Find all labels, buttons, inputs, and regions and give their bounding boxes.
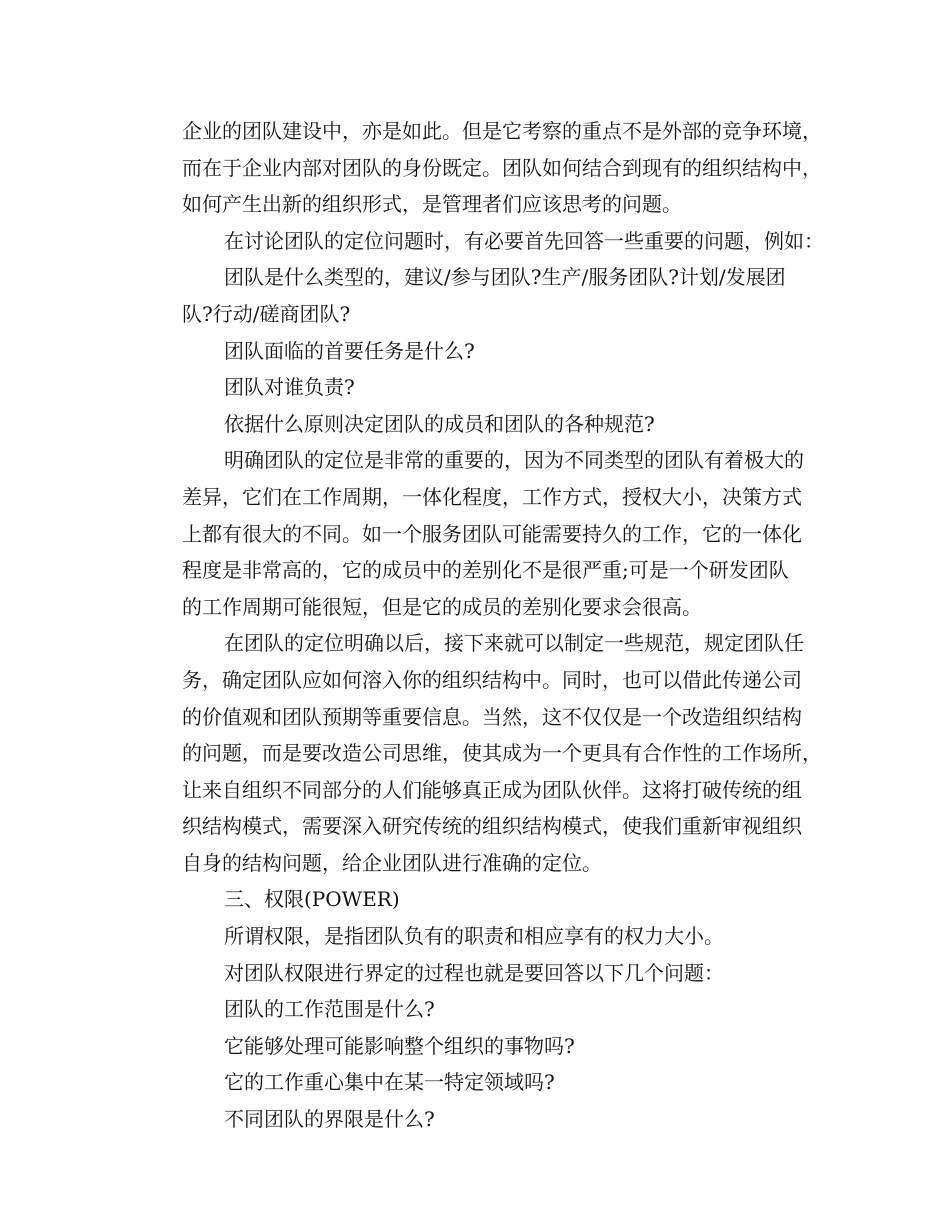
text-line: 队?行动/磋商团队? [182, 301, 351, 326]
paragraph [140, 442, 830, 625]
text-line: 的问题，而是要改造公司思维，使其成为一个更具有合作性的工作场所， [182, 741, 822, 766]
paragraph [140, 625, 830, 881]
document-page [140, 113, 830, 1138]
text-line: 团队的工作范围是什么? [224, 997, 435, 1022]
text-line: 自身的结构问题，给企业团队进行准确的定位。 [182, 850, 602, 875]
paragraph [140, 955, 830, 992]
text-line: 织结构模式，需要深入研究传统的组织结构模式，使我们重新审视组织 [182, 814, 802, 839]
text-line: 差异，它们在工作周期，一体化程度，工作方式，授权大小，决策方式 [182, 484, 802, 509]
paragraph [140, 333, 830, 370]
text-line: 务，确定团队应如何溶入你的组织结构中。同时，也可以借此传递公司 [182, 667, 802, 692]
text-line: 在团队的定位明确以后，接下来就可以制定一些规范，规定团队任 [224, 631, 804, 656]
text-line: 所谓权限，是指团队负有的职责和相应享有的权力大小。 [224, 924, 724, 949]
paragraph [140, 1064, 830, 1101]
text-line: 的价值观和团队预期等重要信息。当然，这不仅仅是一个改造组织结构 [182, 704, 802, 729]
text-line: 三、权限(POWER) [224, 887, 400, 912]
paragraph [140, 113, 830, 223]
paragraph [140, 881, 830, 918]
text-line: 依据什么原则决定团队的成员和团队的各种规范? [224, 411, 655, 436]
text-line: 团队对谁负责? [224, 375, 355, 400]
text-line: 在讨论团队的定位问题时，有必要首先回答一些重要的问题，例如： [224, 228, 824, 253]
text-line: 团队面临的首要任务是什么? [224, 338, 475, 363]
text-line: 的工作周期可能很短，但是它的成员的差别化要求会很高。 [182, 594, 702, 619]
paragraph [140, 406, 830, 443]
text-line: 程度是非常高的，它的成员中的差别化不是很严重;可是一个研发团队 [182, 558, 789, 583]
paragraph [140, 223, 830, 260]
text-line: 上都有很大的不同。如一个服务团队可能需要持久的工作，它的一体化 [182, 521, 802, 546]
text-line: 对团队权限进行界定的过程也就是要回答以下几个问题： [224, 960, 724, 985]
text-line: 如何产生出新的组织形式，是管理者们应该思考的问题。 [182, 192, 682, 217]
text-line: 不同团队的界限是什么? [224, 1107, 435, 1132]
paragraph [140, 918, 830, 955]
paragraph [140, 1101, 830, 1138]
paragraph [140, 991, 830, 1028]
text-line: 企业的团队建设中，亦是如此。但是它考察的重点不是外部的竞争环境， [182, 119, 822, 143]
text-line: 它的工作重心集中在某一特定领域吗? [224, 1070, 555, 1095]
paragraph [140, 369, 830, 406]
text-line: 它能够处理可能影响整个组织的事物吗? [224, 1033, 575, 1058]
text-line: 明确团队的定位是非常的重要的，因为不同类型的团队有着极大的 [224, 448, 804, 473]
text-line: 让来自组织不同部分的人们能够真正成为团队伙伴。这将打破传统的组 [182, 777, 802, 802]
paragraph [140, 1028, 830, 1065]
paragraph [140, 259, 830, 332]
text-line: 团队是什么类型的，建议/参与团队?生产/服务团队?计划/发展团 [224, 265, 786, 290]
text-line: 而在于企业内部对团队的身份既定。团队如何结合到现有的组织结构中， [182, 155, 822, 180]
